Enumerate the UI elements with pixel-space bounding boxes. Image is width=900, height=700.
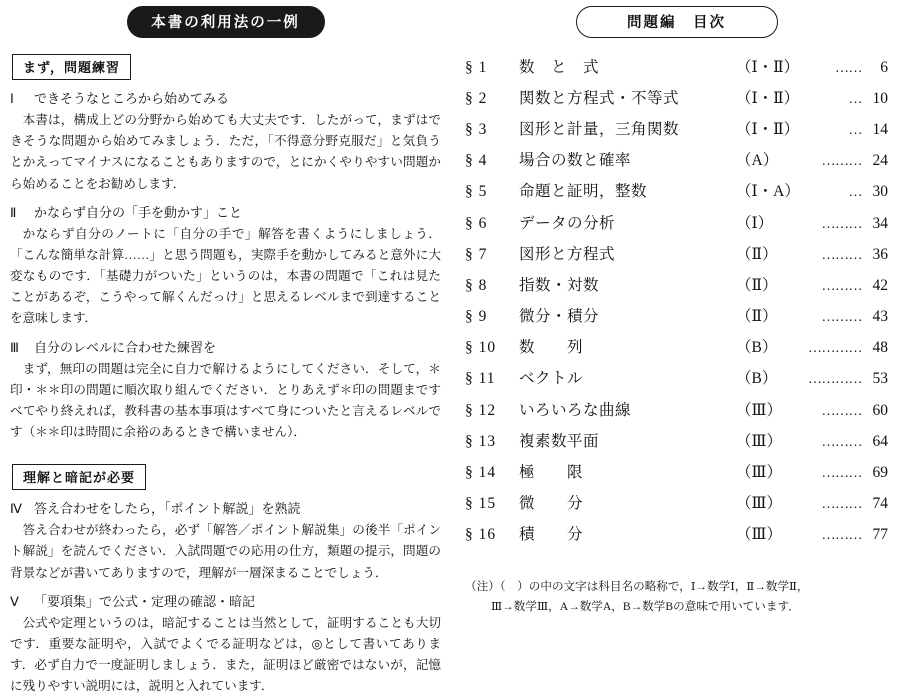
toc-section-number: § 6 <box>465 214 488 232</box>
right-column <box>455 0 900 700</box>
toc-section-number: § 8 <box>465 276 488 294</box>
toc-subject-tag: （Ⅲ） <box>736 526 782 544</box>
toc-row[interactable] <box>465 270 888 301</box>
toc-leader-dots: ……… <box>821 278 862 294</box>
toc-subject-tag: （Ⅲ） <box>736 401 782 419</box>
toc-subject-tag: （B） <box>736 370 778 388</box>
toc-subject-tag: （A） <box>736 152 779 170</box>
toc-section-number: § 1 <box>465 58 488 76</box>
toc-section-number: § 11 <box>465 370 496 388</box>
toc-row[interactable] <box>465 457 888 488</box>
toc-subject-tag: （Ⅱ） <box>736 245 778 263</box>
toc-row[interactable] <box>465 520 888 551</box>
section-practice <box>10 52 441 443</box>
list-item <box>10 498 441 584</box>
toc-page-number: 30 <box>872 183 888 201</box>
toc-leader-dots: ……… <box>821 466 862 482</box>
toc-subject-tag: （Ⅱ） <box>736 276 778 294</box>
item-roman: Ⅳ <box>10 501 22 517</box>
toc-page-number: 10 <box>872 89 888 107</box>
toc-note-line-2: Ⅲ→数学Ⅲ，A→数学A，B→数学Bの意味で用いています． <box>491 599 800 613</box>
toc-row[interactable] <box>465 52 888 83</box>
toc-title: ベクトル <box>519 370 584 388</box>
item-roman: Ⅰ <box>10 91 14 106</box>
toc-page-number: 24 <box>872 152 888 170</box>
left-header-pill: 本書の利用法の一例 <box>127 6 325 38</box>
toc-leader-dots: ………… <box>808 372 862 388</box>
toc-title: 図形と計量，三角関数 <box>519 120 680 138</box>
toc-row[interactable] <box>465 426 888 457</box>
toc-page-number: 34 <box>872 214 888 232</box>
toc-page-number: 60 <box>872 401 888 419</box>
toc-title: 微 分 <box>519 495 584 513</box>
list-item <box>10 202 441 330</box>
toc-row[interactable] <box>465 83 888 114</box>
item-heading-text: できそうなところから始めてみる <box>34 91 230 106</box>
list-item <box>10 337 441 444</box>
toc-section-number: § 5 <box>465 183 488 201</box>
toc-title: 図形と方程式 <box>519 245 616 263</box>
toc-title: 複素数平面 <box>519 432 600 450</box>
item-heading <box>10 202 441 223</box>
toc-row[interactable] <box>465 239 888 270</box>
toc-page-number: 43 <box>872 308 888 326</box>
toc-title: 極 限 <box>519 464 584 482</box>
toc-row[interactable] <box>465 489 888 520</box>
toc-section-number: § 15 <box>465 495 497 513</box>
list-item <box>10 591 441 698</box>
item-paragraph: 本書は，構成上どの分野から始めても大丈夫です．したがって，まずはできそうな問題から始めてみましょう．ただ，「不得意分野克服だ」と気負うとかえってマイナスになることもありますので，とにかくやりやすい問題から始めることをお勧めします． <box>10 113 441 191</box>
toc-leader-dots: ………… <box>808 341 862 357</box>
toc-section-number: § 7 <box>465 245 488 263</box>
toc-subject-tag: （Ⅲ） <box>736 464 782 482</box>
toc-note <box>465 577 888 616</box>
toc-page-number: 42 <box>872 276 888 294</box>
toc-subject-tag: （Ⅱ） <box>736 308 778 326</box>
toc-page-number: 77 <box>872 526 888 544</box>
item-heading <box>10 498 441 519</box>
toc-subject-tag: （Ⅰ・Ⅱ） <box>736 120 800 138</box>
item-paragraph: 答え合わせが終わったら，必ず「解答／ポイント解説集」の後半「ポイント解説」を読んでください．入試問題での応用の仕方，類題の提示，問題の背景などが書いてありますので，理解が一層深まることでしょう． <box>10 523 441 580</box>
item-heading <box>10 591 441 612</box>
toc-leader-dots: ……… <box>821 434 862 450</box>
toc-subject-tag: （Ⅰ・Ⅱ） <box>736 89 800 107</box>
toc-page-number: 14 <box>872 120 888 138</box>
list-item <box>10 88 441 195</box>
toc-row[interactable] <box>465 177 888 208</box>
toc-title: 微分・積分 <box>519 308 600 326</box>
item-roman: Ⅱ <box>10 204 17 220</box>
toc-title: 命題と証明，整数 <box>519 183 648 201</box>
section-understanding <box>10 450 441 697</box>
toc-leader-dots: …… <box>835 60 862 76</box>
toc-page-number: 36 <box>872 245 888 263</box>
toc-section-number: § 4 <box>465 152 488 170</box>
toc-subject-tag: （Ⅲ） <box>736 432 782 450</box>
toc-leader-dots: ……… <box>821 154 862 170</box>
toc-leader-dots: ……… <box>821 247 862 263</box>
toc-row[interactable] <box>465 395 888 426</box>
toc-title: 数 列 <box>519 339 584 357</box>
toc-section-number: § 10 <box>465 339 497 357</box>
toc-section-number: § 14 <box>465 464 497 482</box>
toc-subject-tag: （Ⅰ・Ⅱ） <box>736 58 800 76</box>
item-paragraph: まず，無印の問題は完全に自力で解けるようにしてください．そして，＊印・＊＊印の問題に順次取り組んでください．とりあえず＊印の問題まですべてやり終えれば，教科書の基本事項はすべて身についたと言えるレベルです（＊＊印は時間に余裕のあるときで構いません）． <box>10 361 441 440</box>
item-paragraph: 公式や定理というのは，暗記することは当然として，証明することも大切です．重要な証明や，入試でよくでる証明などは，◎として書いてあります．必ず自力で一度証明しましょう．また，証明ほど厳密ではないが，記憶に残りやすい説明には，説明と入れています． <box>10 615 441 694</box>
toc-subject-tag: （Ⅲ） <box>736 495 782 513</box>
section-label-practice: まず，問題練習 <box>12 54 131 80</box>
toc-subject-tag: （Ⅰ・A） <box>736 183 800 201</box>
toc-leader-dots: ……… <box>821 497 862 513</box>
item-heading-text: かならず自分の「手を動かす」こと <box>34 204 243 220</box>
toc-title: 数 と 式 <box>519 58 600 76</box>
toc-row[interactable] <box>465 146 888 177</box>
toc-note-line-1: （注）（ ）の中の文字は科目名の略称で，Ⅰ→数学Ⅰ，Ⅱ→数学Ⅱ， <box>465 580 809 593</box>
toc-section-number: § 13 <box>465 432 497 450</box>
section-label-understanding: 理解と暗記が必要 <box>12 464 146 490</box>
item-heading <box>10 88 441 109</box>
toc-header-pill: 問題編 目次 <box>576 6 778 38</box>
toc-section-number: § 9 <box>465 308 488 326</box>
toc-leader-dots: ……… <box>821 528 862 544</box>
toc-page-number: 74 <box>872 495 888 513</box>
toc-row[interactable] <box>465 333 888 364</box>
item-heading-text: 「要項集」で公式・定理の確認・暗記 <box>34 593 256 609</box>
toc-leader-dots: ……… <box>821 216 862 232</box>
toc-row[interactable] <box>465 302 888 333</box>
toc-subject-tag: （B） <box>736 339 778 357</box>
table-of-contents <box>465 52 888 551</box>
item-heading-text: 答え合わせをしたら，「ポイント解説」を熟読 <box>34 501 301 517</box>
toc-section-number: § 16 <box>465 526 497 544</box>
toc-leader-dots: … <box>848 122 862 138</box>
toc-title: 関数と方程式・不等式 <box>519 89 680 107</box>
toc-title: 場合の数と確率 <box>519 152 632 170</box>
toc-page-number: 64 <box>872 432 888 450</box>
toc-page-number: 53 <box>872 370 888 388</box>
item-heading <box>10 337 441 358</box>
toc-title: 指数・対数 <box>519 276 600 294</box>
toc-section-number: § 2 <box>465 89 488 107</box>
item-heading-text: 自分のレベルに合わせた練習を <box>34 339 217 355</box>
toc-row[interactable] <box>465 364 888 395</box>
toc-row[interactable] <box>465 208 888 239</box>
toc-page-number: 6 <box>880 58 888 76</box>
item-roman: Ⅲ <box>10 339 19 355</box>
toc-section-number: § 12 <box>465 401 497 419</box>
toc-row[interactable] <box>465 114 888 145</box>
toc-page-number: 48 <box>872 339 888 357</box>
toc-leader-dots: … <box>848 91 862 107</box>
toc-title: いろいろな曲線 <box>519 401 632 419</box>
item-paragraph: かならず自分のノートに「自分の手で」解答を書くようにしましょう．「こんな簡単な計算……」と思う問題も，実際手を動かしてみると意外に大変なものです．「基礎力がついた」というのは，本書の問題で「これは見たことがあるぞ，こうやって解くんだっけ」と思えるレベルまで到達することを意味します． <box>10 226 441 326</box>
toc-leader-dots: ……… <box>821 403 862 419</box>
toc-leader-dots: … <box>848 185 862 201</box>
toc-title: 積 分 <box>519 526 584 544</box>
toc-page-number: 69 <box>872 464 888 482</box>
toc-subject-tag: （Ⅰ） <box>736 214 774 232</box>
toc-section-number: § 3 <box>465 120 488 138</box>
item-roman: Ⅴ <box>10 593 19 609</box>
toc-title: データの分析 <box>519 214 616 232</box>
toc-leader-dots: ……… <box>821 310 862 326</box>
